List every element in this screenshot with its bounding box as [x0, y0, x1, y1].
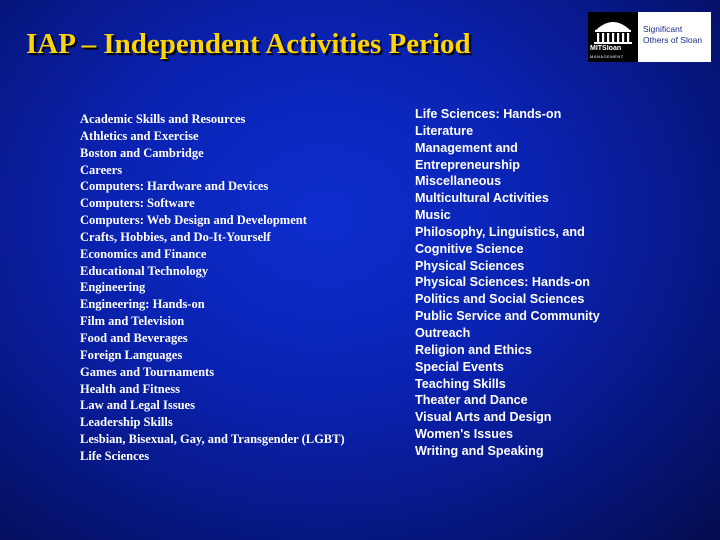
partner-logo-panel: [638, 12, 711, 62]
list-item: Teaching Skills: [415, 376, 506, 391]
list-item: Careers: [80, 162, 123, 177]
list-item: Philosophy, Linguistics, and Cognitive Science: [415, 224, 585, 256]
list-item: Special Events: [415, 359, 504, 374]
list-item: Crafts, Hobbies, and Do-It-Yourself: [80, 229, 271, 244]
list-item: Educational Technology: [80, 263, 209, 278]
category-list-right: [415, 106, 715, 460]
list-item: Theater and Dance: [415, 393, 528, 408]
list-item: Engineering: Hands-on: [80, 297, 205, 312]
list-item: Foreign Languages: [80, 347, 183, 362]
list-item: Lesbian, Bisexual, Gay, and Transgender (LGBT): [80, 432, 345, 447]
list-item: Religion and Ethics: [415, 342, 532, 357]
list-item: Food and Beverages: [80, 330, 188, 345]
mit-sloan-subtext: MANAGEMENT: [590, 54, 624, 59]
list-item: Physical Sciences: [415, 258, 525, 273]
list-item: Life Sciences: Hands-on: [415, 107, 562, 121]
list-item: Computers: Hardware and Devices: [80, 179, 269, 194]
slide-title: IAP – Independent Activities Period: [26, 28, 471, 60]
list-item: Public Service and Community Outreach: [415, 309, 600, 340]
list-item: Literature: [415, 123, 474, 138]
list-item: Life Sciences: [80, 448, 150, 463]
list-item: Management and Entrepreneurship: [415, 140, 520, 172]
mit-sloan-wordmark: MITSloan: [590, 45, 622, 52]
mit-dome-icon: [592, 16, 634, 44]
list-item: Games and Tournaments: [80, 364, 215, 379]
list-item: Music: [415, 208, 451, 223]
sloan-logo: [588, 12, 711, 62]
list-item: Athletics and Exercise: [80, 128, 199, 143]
list-item: Film and Television: [80, 314, 185, 329]
list-item: Physical Sciences: Hands-on: [415, 275, 590, 290]
list-item: Economics and Finance: [80, 246, 207, 261]
list-item: Engineering: [80, 280, 146, 295]
category-list-left: [80, 111, 390, 465]
list-item: Computers: Software: [80, 196, 195, 211]
list-item: Women's Issues: [415, 427, 513, 442]
list-item: Multicultural Activities: [415, 191, 549, 206]
mit-sloan-logo: [588, 12, 638, 62]
list-item: Law and Legal Issues: [80, 398, 195, 413]
list-item: Computers: Web Design and Development: [80, 213, 307, 228]
list-item: Academic Skills and Resources: [80, 112, 246, 126]
list-item: Writing and Speaking: [415, 443, 544, 458]
list-item: Visual Arts and Design: [415, 410, 552, 425]
list-item: Health and Fitness: [80, 381, 181, 396]
list-item: Boston and Cambridge: [80, 145, 204, 160]
partner-logo-text: Significant Others of Sloan: [643, 24, 703, 45]
list-item: Miscellaneous: [415, 174, 502, 189]
list-item: Politics and Social Sciences: [415, 292, 585, 307]
list-item: Leadership Skills: [80, 415, 173, 430]
